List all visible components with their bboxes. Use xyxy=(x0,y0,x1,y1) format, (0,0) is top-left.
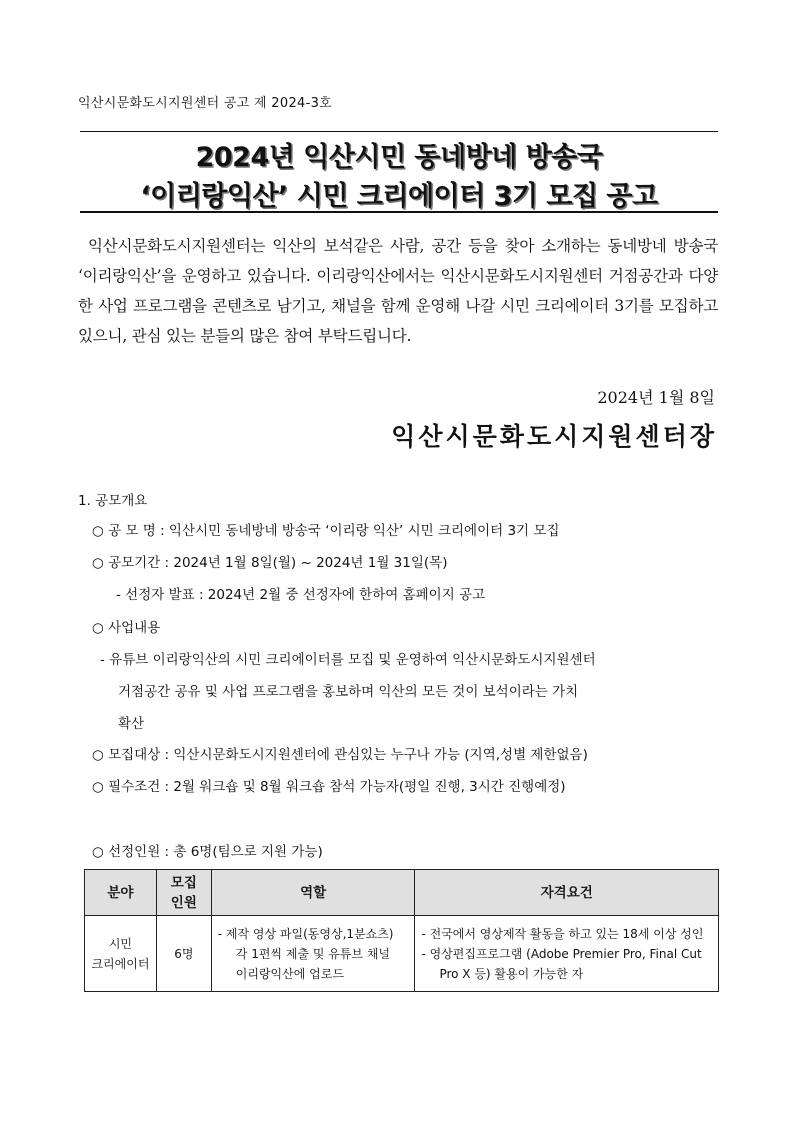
cell-count: 6명 xyxy=(156,916,211,992)
cell-role-line-1: - 제작 영상 파일(동영상,1분쇼츠) xyxy=(217,926,394,941)
header-qualification: 자격요건 xyxy=(415,870,719,916)
overview-announcement: - 선정자 발표 : 2024년 2월 중 선정자에 한하여 홈페이지 공고 xyxy=(116,587,486,603)
cell-field xyxy=(85,916,157,992)
title-line-1: 2024년 익산시민 동네방네 방송국 xyxy=(195,142,603,173)
header-field: 분야 xyxy=(85,870,157,916)
overview-content-line-3: 확산 xyxy=(118,716,145,732)
overview-requirement: ○ 필수조건 : 2월 워크숍 및 8월 워크숍 참석 가능자(평일 진행, 3시간 진행예정) xyxy=(92,779,566,795)
title-bottom-rule xyxy=(80,211,718,213)
header-count-line-2: 인원 xyxy=(170,894,197,911)
intro-paragraph: 익산시문화도시지원센터는 익산의 보석같은 사람, 공간 등을 찾아 소개하는 동네방네 방송국 ‘이리랑익산’을 운영하고 있습니다. 이리랑익산에서는 익산시문화도시지원센터 거점공간과 다양한 사업 프로그램을 콘텐츠로 남기고, 채널을 함께 운영해 나갈 시민 크리에이터 3기를 모집하고 있으니, 관심 있는 분들의 많은 참여 부탁드립니다. xyxy=(78,237,718,345)
cell-qual-line-2: - 영상편집프로그램 (Adobe Premier Pro, Final Cut xyxy=(421,946,702,961)
title-top-rule xyxy=(80,131,718,132)
cell-qualification xyxy=(415,916,719,992)
overview-heading: 1. 공모개요 xyxy=(78,493,148,509)
table-row xyxy=(85,916,719,992)
announcement-date: 2024년 1월 8일 xyxy=(597,388,715,407)
header-count-line-1: 모집 xyxy=(170,874,197,891)
cell-role xyxy=(211,916,415,992)
overview-target: ○ 모집대상 : 익산시문화도시지원센터에 관심있는 누구나 가능 (지역,성별 제한없음) xyxy=(92,747,588,763)
header-count xyxy=(156,870,211,916)
cell-role-line-2: 각 1편씩 제출 및 유튜브 채널 xyxy=(235,946,391,961)
table-header-row xyxy=(85,870,719,916)
title-line-2: ‘이리랑익산’ 시민 크리에이터 3기 모집 공고 xyxy=(140,181,658,212)
overview-headcount: ○ 선정인원 : 총 6명(팀으로 지원 가능) xyxy=(92,844,323,860)
overview-name: ○ 공 모 명 : 익산시민 동네방네 방송국 ‘이리랑 익산’ 시민 크리에이터 3기 모집 xyxy=(92,523,560,539)
cell-qual-line-3: Pro X 등) 활용이 가능한 자 xyxy=(439,966,584,981)
cell-field-line-1: 시민 xyxy=(108,936,133,951)
overview-period: ○ 공모기간 : 2024년 1월 8일(월) ~ 2024년 1월 31일(목) xyxy=(92,555,448,571)
recruitment-table xyxy=(84,869,719,992)
header-role: 역할 xyxy=(211,870,415,916)
overview-content-line-2: 거점공간 공유 및 사업 프로그램을 홍보하며 익산의 모든 것이 보석이라는 가치 xyxy=(118,684,579,700)
cell-qual-line-1: - 전국에서 영상제작 활동을 하고 있는 18세 이상 성인 xyxy=(421,926,704,941)
overview-content-heading: ○ 사업내용 xyxy=(92,620,161,636)
cell-role-line-3: 이리랑익산에 업로드 xyxy=(235,966,344,981)
overview-content-line-1: - 유튜브 이리랑익산의 시민 크리에이터를 모집 및 운영하여 익산시문화도시지원센터 xyxy=(100,652,596,668)
issuer-name: 익산시문화도시지원센터장 xyxy=(391,422,717,451)
notice-number: 익산시문화도시지원센터 공고 제 2024-3호 xyxy=(78,96,333,111)
cell-field-line-2: 크리에이터 xyxy=(91,956,150,971)
